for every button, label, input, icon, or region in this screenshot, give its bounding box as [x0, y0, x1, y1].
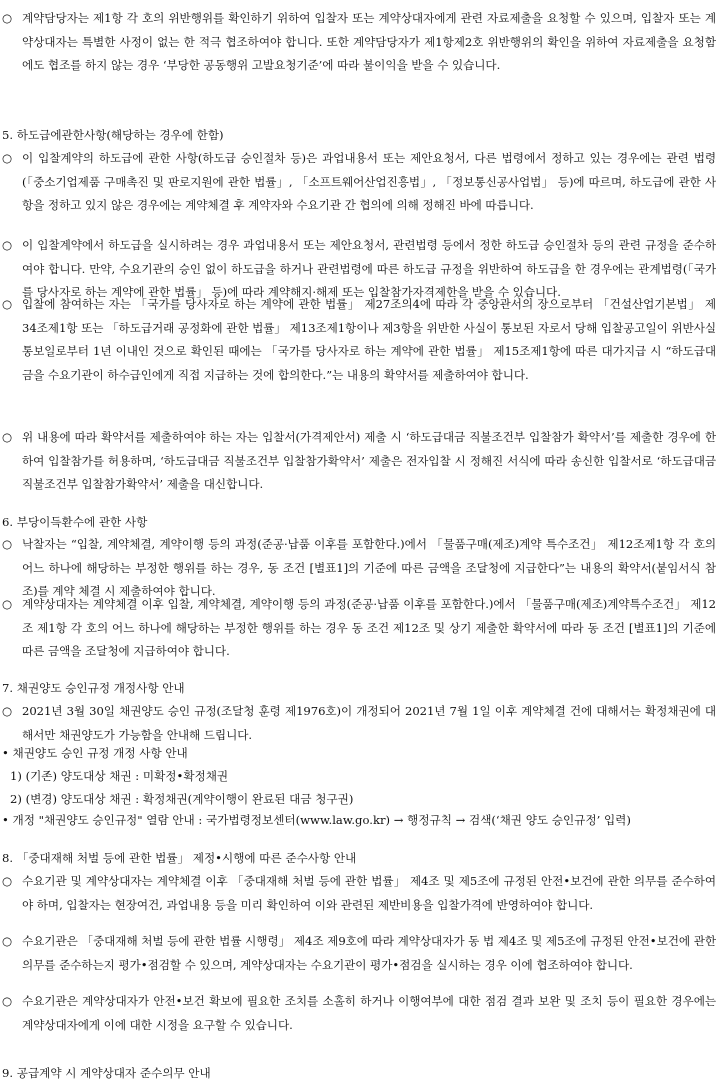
paragraph-text: 이 입찰계약의 하도급에 관한 사항(하도급 승인절차 등)은 과업내용서 또는 제안요청서, 다른 법령에서 정하고 있는 경우에는 관련 법령(「중소기업제품 구매촉진 및 판로지원에 관한 법률」, 「소프트웨어산업진흥법」, 「정보통신공사업법」 등)에 따르며, 하도급에 관한 사항을 정하고 있지 않은 경우에는 계약체결 후 계약자와 수요기관 간 협의에 의해 정해진 바에 따릅니다.	[22, 151, 716, 212]
section-heading: 6. 부당이득환수에 관한 사항	[2, 515, 148, 529]
circle-bullet-icon: ○	[2, 11, 13, 25]
paragraph-text: 수요기관 및 계약상대자는 계약체결 이후 「중대재해 처벌 등에 관한 법률」 제4조 및 제5조에 규정된 안전•보건에 관한 의무를 준수하여야 하며, 입찰자는 현장여건, 과업내용 등을 미리 확인하여 이와 관련된 제반비용을 입찰가격에 반영하여야 합니다.	[22, 874, 716, 912]
paragraph-text: 입찰에 참여하는 자는 「국가를 당사자로 하는 계약에 관한 법률」 제27조의4에 따라 각 중앙관서의 장으로부터 「건설산업기본법」 제34조제1항 또는 「하도급거래 공정화에 관한 법률」 제13조제1항이나 제3항을 위반한 사실이 통보된 자로서 당해 입찰공고일이 위반사실 통보일로부터 1년 이내인 것으로 확인된 때에는 「국가를 당사자로 하는 계약에 관한 법률」 제15조제1항에 따른 대가지급 시 “하도급대금을 수요기관이 하수급인에게 직접 지급하는 것에 합의한다.”는 내용의 확약서를 제출하여야 합니다.	[22, 297, 716, 382]
circle-bullet-icon: ○	[2, 994, 13, 1008]
sub-item: 1) (기존) 양도대상 채권 : 미확정•확정채권	[10, 769, 229, 783]
sub-item: • 채권양도 승인 규정 개정 사항 안내	[2, 746, 188, 760]
sub-item: 2) (변경) 양도대상 채권 : 확정채권(계약이행이 완료된 대금 청구권)	[10, 792, 354, 806]
circle-bullet-icon: ○	[2, 934, 13, 948]
circle-bullet-icon: ○	[2, 874, 13, 888]
paragraph	[2, 593, 716, 664]
paragraph-text: 계약담당자는 제1항 각 호의 위반행위를 확인하기 위하여 입찰자 또는 계약상대자에게 관련 자료제출을 요청할 수 있으며, 입찰자 또는 계약상대자는 특별한 사정이 없는 한 적극 협조하여야 합니다. 또한 계약담당자가 제1항제2호 위반행위의 확인을 위하여 자료제출을 요청함에도 협조를 하지 않는 경우 ‘부당한 공동행위 고발요청기준’에 따라 불이익을 받을 수 있습니다.	[22, 11, 716, 72]
paragraph-text: 낙찰자는 “입찰, 계약체결, 계약이행 등의 과정(준공·납품 이후를 포함한다.)에서 「물품구매(제조)계약 특수조건」 제12조제1항 각 호의 어느 하나에 해당하는 부정한 행위를 하는 경우, 동 조건 [별표1]의 기준에 따른 금액을 조달청에 지급한다”는 내용의 확약서(붙임서식 참조)를 계약 체결 시 제출하여야 합니다.	[22, 537, 716, 598]
paragraph	[2, 7, 716, 78]
circle-bullet-icon: ○	[2, 704, 13, 718]
circle-bullet-icon: ○	[2, 151, 13, 165]
circle-bullet-icon: ○	[2, 597, 13, 611]
circle-bullet-icon: ○	[2, 297, 13, 311]
section-heading: 9. 공급계약 시 계약상대자 준수의무 안내	[2, 1066, 211, 1080]
paragraph-text: 수요기관은 계약상대자가 안전•보건 확보에 필요한 조치를 소홀히 하거나 이행여부에 대한 점검 결과 보완 및 조치 등이 필요한 경우에는 계약상대자에게 이에 대한 시정을 요구할 수 있습니다.	[22, 994, 716, 1032]
paragraph-text: 이 입찰계약에서 하도급을 실시하려는 경우 과업내용서 또는 제안요청서, 관련법령 등에서 정한 하도급 승인절차 등의 관련 규정을 준수하여야 합니다. 만약, 수요기관의 승인 없이 하도급을 하거나 관련법령에 따른 하도급 규정을 위반하여 하도급을 한 경우에는 관계법령(「국가를 당사자로 하는 계약에 관한 법률」 등)에 따라 계약해지·해제 또는 입찰참가자격제한을 받을 수 있습니다.	[22, 238, 716, 299]
paragraph	[2, 426, 716, 497]
sub-item: • 개정 "채권양도 승인규정" 열람 안내 : 국가법령정보센터(www.law.go.kr) → 행정규칙 → 검색(‘채권 양도 승인규정’ 입력)	[2, 813, 631, 827]
section-heading: 7. 채권양도 승인규정 개정사항 안내	[2, 681, 185, 695]
section-heading: 8. 「중대재해 처벌 등에 관한 법률」 제정•시행에 따른 준수사항 안내	[2, 851, 357, 865]
paragraph	[2, 870, 716, 917]
circle-bullet-icon: ○	[2, 238, 13, 252]
paragraph-text: 위 내용에 따라 확약서를 제출하여야 하는 자는 입찰서(가격제안서) 제출 시 ‘하도급대금 직불조건부 입찰참가 확약서’를 제출한 경우에 한하여 입찰참가를 허용하며, ‘하도급대금 직불조건부 입찰참가확약서’ 제출은 전자입찰 시 정해진 서식에 따라 송신한 입찰서로 ‘하도급대금 직불조건부 입찰참가확약서’ 제출을 대신합니다.	[22, 430, 716, 491]
circle-bullet-icon: ○	[2, 430, 13, 444]
paragraph	[2, 930, 716, 977]
paragraph-text: 2021년 3월 30일 채권양도 승인 규정(조달청 훈령 제1976호)이 개정되어 2021년 7월 1일 이후 계약체결 건에 대해서는 확정채권에 대해서만 채권양도가 가능함을 안내해 드립니다.	[22, 704, 716, 742]
paragraph-text: 수요기관은 「중대재해 처벌 등에 관한 법률 시행령」 제4조 제9호에 따라 계약상대자가 동 법 제4조 및 제5조에 규정된 안전•보건에 관한 의무를 준수하는지 평가•점검할 수 있으며, 계약상대자는 수요기관이 평가•점검을 실시하는 경우 이에 협조하여야 합니다.	[22, 934, 716, 972]
paragraph	[2, 147, 716, 218]
paragraph-text: 계약상대자는 계약체결 이후 입찰, 계약체결, 계약이행 등의 과정(준공·납품 이후를 포함한다.)에서 「물품구매(제조)계약특수조건」 제12조 제1항 각 호의 어느 하나에 해당하는 부정한 행위를 하는 경우 동 조건 제12조 및 상기 제출한 확약서에 따라 동 조건 [별표1]의 기준에 따른 금액을 조달청에 지급하여야 합니다.	[22, 597, 716, 658]
paragraph	[2, 700, 716, 747]
section-heading: 5. 하도급에관한사항(해당하는 경우에 한함)	[2, 128, 224, 142]
circle-bullet-icon: ○	[2, 537, 13, 551]
paragraph	[2, 990, 716, 1037]
paragraph	[2, 293, 716, 387]
